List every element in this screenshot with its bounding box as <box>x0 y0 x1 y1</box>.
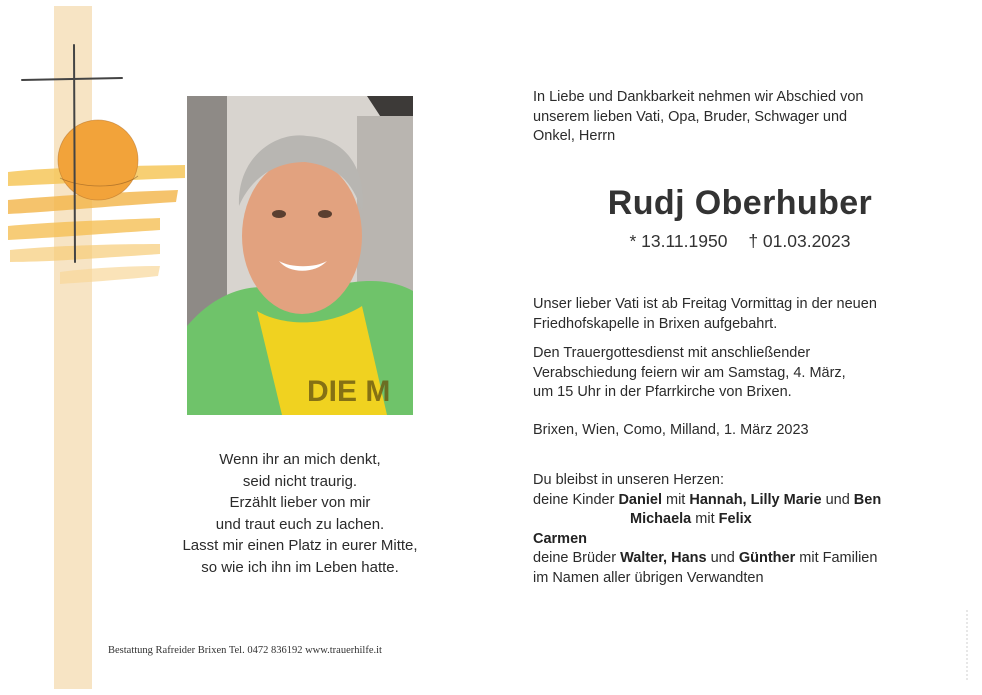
portrait-photo <box>187 96 413 415</box>
viewing-line: Friedhofskapelle in Brixen aufgebahrt. <box>533 315 778 332</box>
svg-text:DIE M: DIE M <box>307 375 391 408</box>
connector: und <box>710 550 735 566</box>
mourners-list <box>533 471 881 588</box>
mourners-heading: Du bleibst in unseren Herzen: <box>533 472 725 488</box>
child-name: Michaela <box>630 511 692 527</box>
carmen-line <box>533 530 881 550</box>
intro-line: unserem lieben Vati, Opa, Bruder, Schwager und <box>533 108 848 125</box>
intro-line: Onkel, Herrn <box>533 128 616 144</box>
brother-name: Walter <box>620 550 664 566</box>
cross-sun-illustration <box>0 0 200 320</box>
service-line: um 15 Uhr in der Pfarrkirche von Brixen. <box>533 384 792 400</box>
poem-line: Wenn ihr an mich denkt, <box>219 451 381 468</box>
service-line: Den Trauergottesdienst mit anschließender <box>533 345 811 361</box>
place-date: Brixen, Wien, Como, Milland, 1. März 2023 <box>533 422 809 438</box>
others-line: im Namen aller übrigen Verwandten <box>533 569 764 586</box>
poem-line: Lasst mir einen Platz in eurer Mitte, <box>182 537 418 554</box>
child-name: Daniel <box>618 491 662 508</box>
child-name: Ben <box>853 491 882 508</box>
children-line-2 <box>533 510 881 530</box>
deceased-name: Rudj Oberhuber <box>607 184 873 222</box>
child-name: Lilly Marie <box>750 491 822 508</box>
life-dates <box>540 231 940 252</box>
birth-date: * 13.11.1950 <box>629 231 728 251</box>
connector: mit <box>666 491 686 508</box>
connector: mit <box>695 511 715 527</box>
mourner-name: Carmen <box>533 530 587 547</box>
children-line: deine Kinder Daniel mit Hannah, Lilly Marie und Ben <box>533 491 882 508</box>
poem <box>150 449 450 578</box>
brothers-prefix: deine Brüder <box>533 550 617 566</box>
sun-icon <box>8 120 185 284</box>
edge-mark <box>964 610 970 680</box>
intro-line: In Liebe und Dankbarkeit nehmen wir Abschied von <box>533 89 864 105</box>
brother-name: Hans <box>671 550 707 566</box>
brothers-suffix: mit Familien <box>799 550 878 566</box>
poem-line: so wie ich ihn im Leben hatte. <box>201 558 399 576</box>
service-text <box>533 344 846 403</box>
funeral-home-footer: Bestattung Rafreider Brixen Tel. 0472 836192 www.trauerhilfe.it <box>108 645 382 656</box>
brothers-line: deine Brüder Walter, Hans und Günther mit Familien <box>533 550 878 566</box>
viewing-text <box>533 295 877 334</box>
intro-text <box>533 88 863 147</box>
poem-line: und traut euch zu lachen. <box>215 515 385 533</box>
partner-name: Hannah <box>689 491 743 508</box>
brother-name: Günther <box>738 550 796 566</box>
poem-line: seid nicht traurig. <box>242 472 358 490</box>
viewing-line: Unser lieber Vati ist ab Freitag Vormittag in der neuen <box>533 296 877 312</box>
connector: und <box>825 491 850 508</box>
death-date: † 01.03.2023 <box>748 231 851 251</box>
children-prefix: deine Kinder <box>533 491 615 508</box>
service-line: Verabschiedung feiern wir am Samstag, 4. März, <box>533 364 846 381</box>
partner-name: Felix <box>718 511 752 527</box>
poem-line: Erzählt lieber von mir <box>229 494 371 511</box>
